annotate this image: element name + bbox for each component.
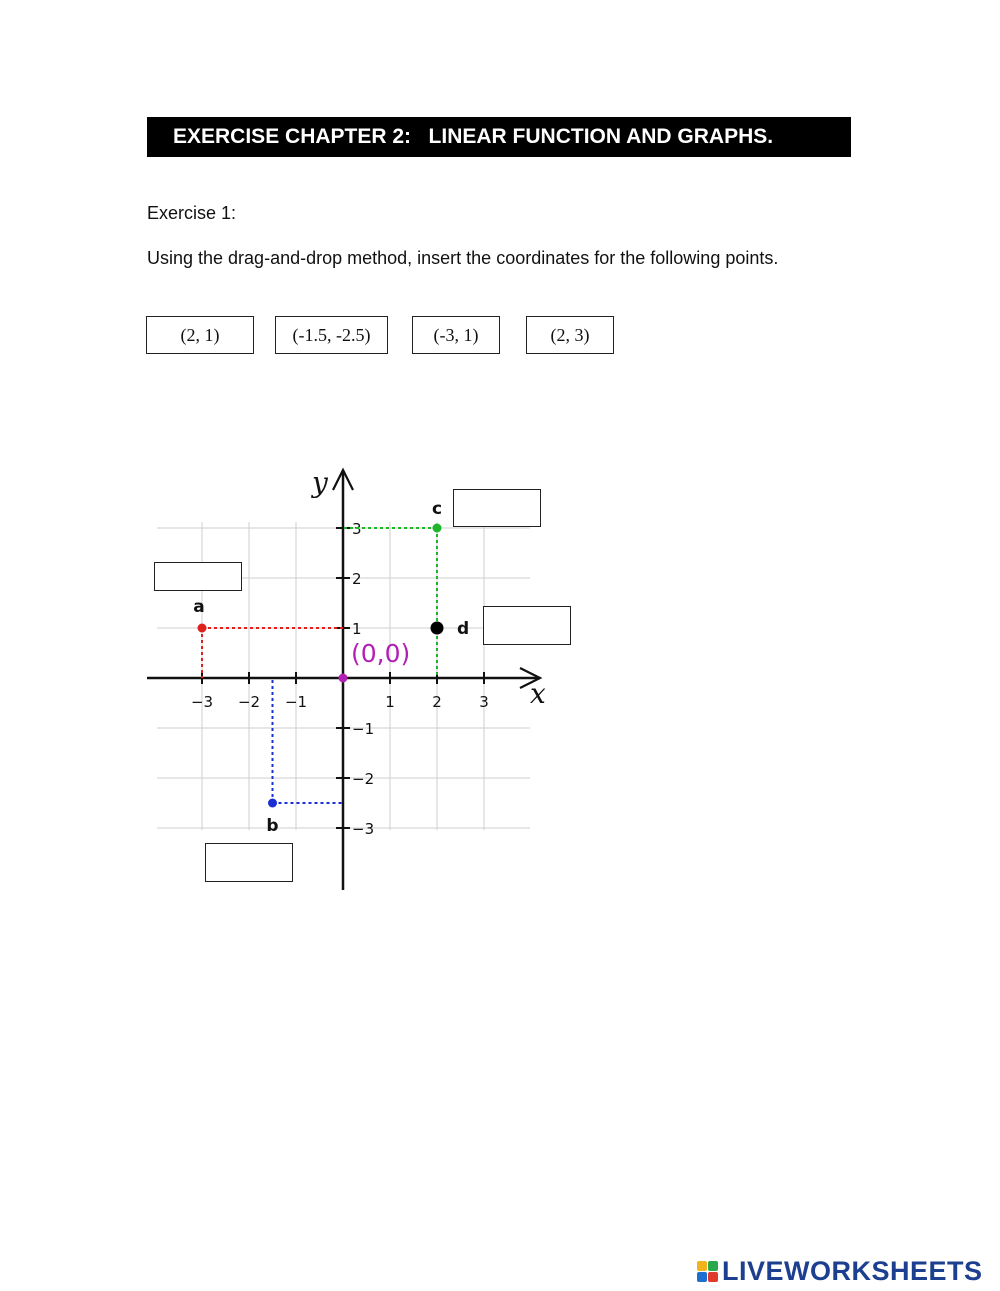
point-label-d: d — [457, 619, 470, 639]
x-tick-label: −3 — [190, 693, 214, 711]
point-a — [198, 624, 207, 633]
y-tick-label: −1 — [352, 720, 375, 738]
point-b — [268, 799, 277, 808]
y-tick-label: −2 — [352, 770, 375, 788]
point-label-c: c — [431, 499, 443, 519]
drop-zone-point-b[interactable] — [205, 843, 293, 882]
liveworksheets-logo — [697, 1256, 983, 1287]
drop-zone-point-a[interactable] — [154, 562, 242, 591]
x-tick-label: −2 — [237, 693, 261, 711]
x-tick-label: 1 — [385, 693, 395, 711]
y-axis-label: y — [312, 466, 328, 499]
drop-zone-point-c[interactable] — [453, 489, 541, 527]
point-label-a: a — [193, 597, 205, 617]
x-tick-label: 2 — [432, 693, 442, 711]
origin-label: (0,0) — [351, 639, 411, 668]
point-label-b: b — [266, 816, 279, 836]
answer-chip-neg1.5-neg2.5[interactable]: (-1.5, -2.5) — [275, 316, 388, 354]
logo-text: LIVEWORKSHEETS — [722, 1256, 983, 1286]
logo-blocks-icon — [697, 1261, 718, 1282]
y-tick-label: 2 — [352, 570, 362, 588]
y-tick-label: 1 — [352, 620, 362, 638]
x-axis-label: x — [530, 677, 546, 710]
x-tick-label: 3 — [479, 693, 489, 711]
y-tick-label: −3 — [352, 820, 375, 838]
origin-point — [339, 674, 348, 683]
answer-chip-2-1[interactable]: (2, 1) — [146, 316, 254, 354]
exercise-label: Exercise 1: — [147, 203, 237, 223]
exercise-instruction: Using the drag-and-drop method, insert the coordinates for the following points. — [147, 248, 779, 268]
drop-zone-point-d[interactable] — [483, 606, 571, 645]
point-c — [433, 524, 442, 533]
x-tick-label: −1 — [284, 693, 308, 711]
answer-chip-neg3-1[interactable]: (-3, 1) — [412, 316, 500, 354]
point-d — [431, 622, 444, 635]
answer-chip-2-3[interactable]: (2, 3) — [526, 316, 614, 354]
page-title: EXERCISE CHAPTER 2: LINEAR FUNCTION AND GRAPHS. — [147, 117, 851, 157]
y-tick-label: 3 — [352, 520, 362, 538]
